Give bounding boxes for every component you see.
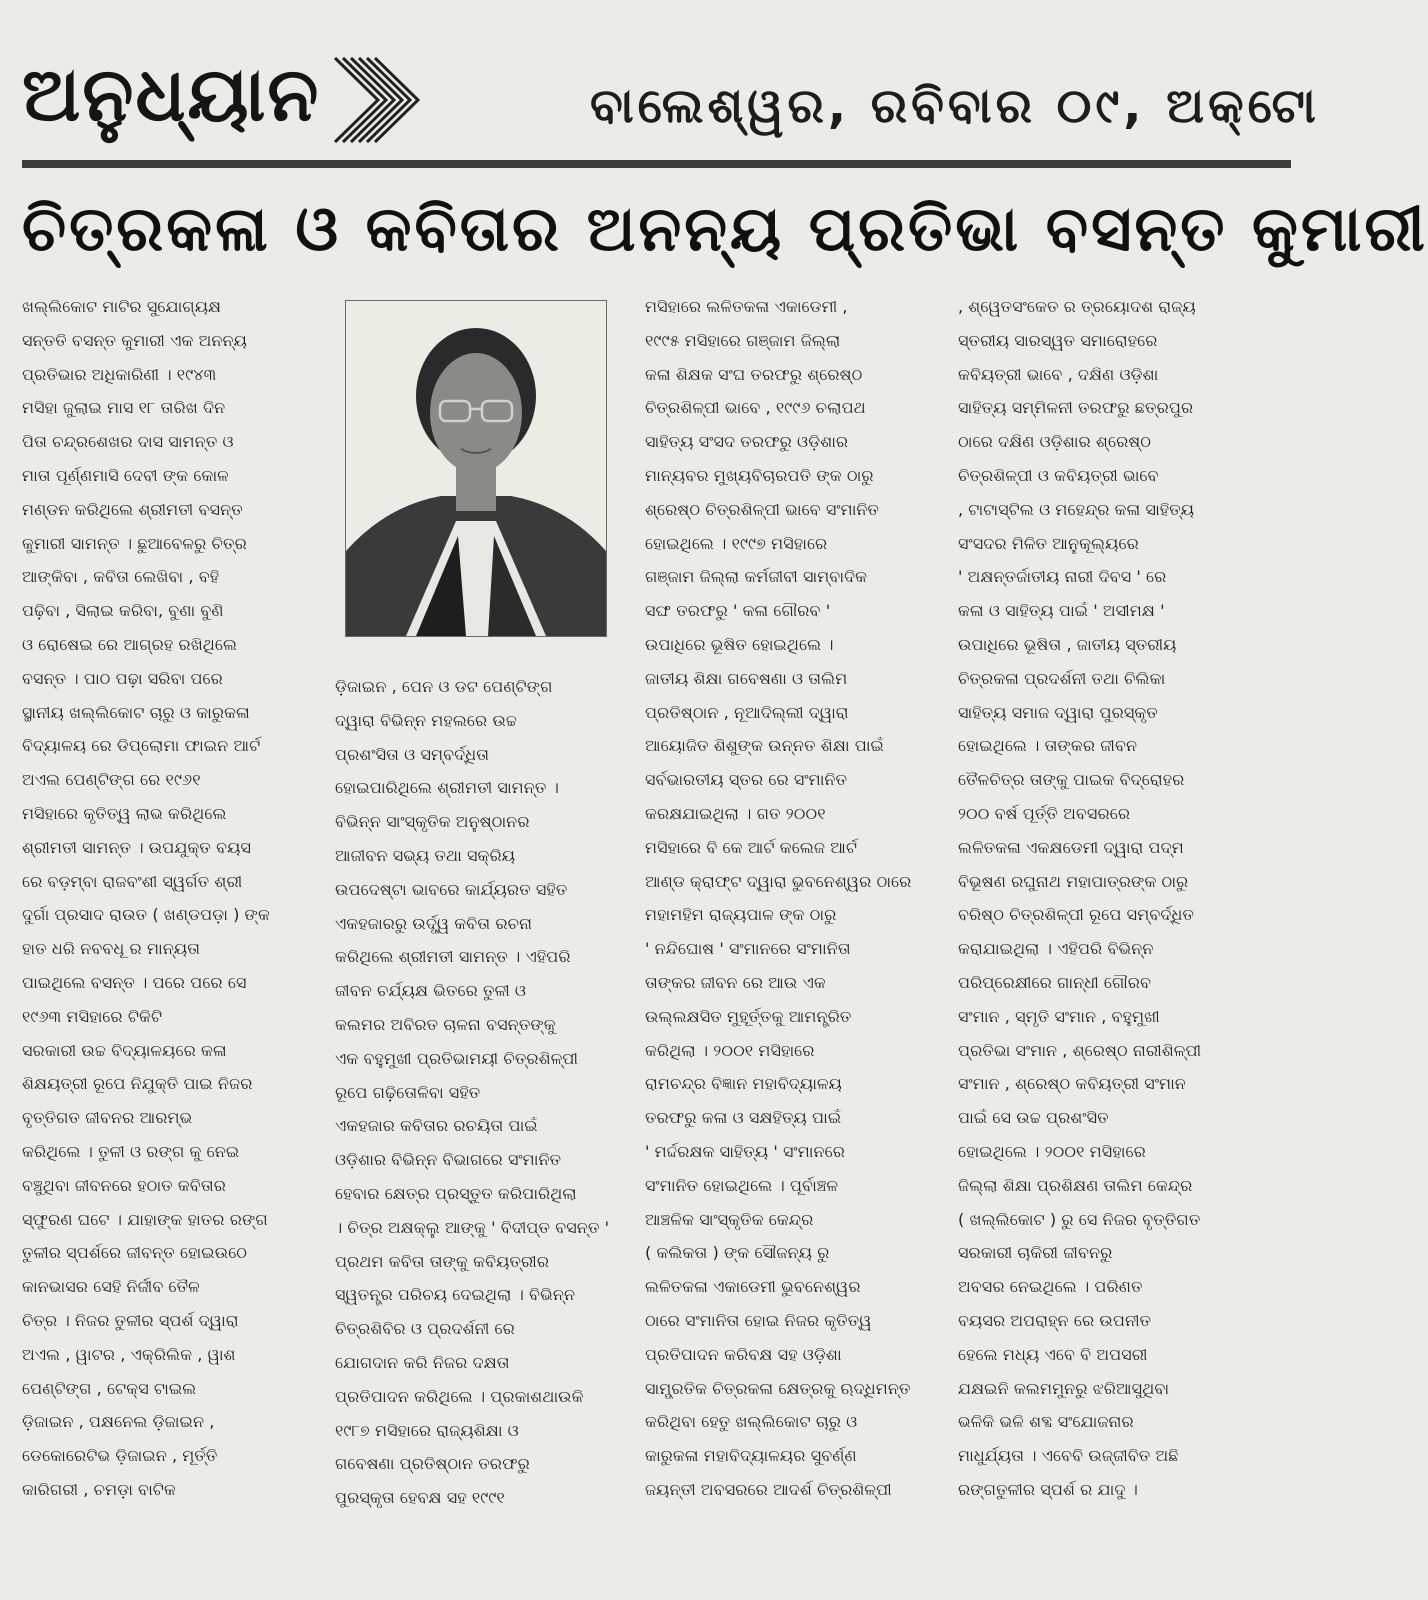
text-line: ଅଏଲ ପେଣ୍ଟିଙ୍ଗ ରେ ୧୯୬୧ [22,770,201,790]
text-line: କଲମର ଅବିରତ ଚାଳନା ବସନ୍ତଙ୍କୁ [335,1014,556,1034]
text-line: ଚିତ୍ରକଳା ପ୍ରଦର୍ଶନୀ ତଥା ଚିଲିକା [958,668,1166,688]
portrait-image [346,301,606,636]
text-line: ' ନନ୍ଦିଘୋଷ ' ସଂମାନରେ ସଂମାନିତା [645,939,851,959]
text-line: ବୃତ୍ତିଗତ ଜୀବନର ଆରମ୍ଭ [22,1108,193,1128]
header-rule [22,160,1291,168]
text-line: ଜୀବନ ଚର୍ଯ୍ୟକ୍ଷ ଭିତରେ ତୁଳୀ ଓ [335,981,527,1001]
text-line: ମାନ୍ୟବର ମୁଖ୍ୟବିଚାରପତି ଙ୍କ ଠାରୁ [645,465,874,485]
text-line: ଆଣ୍ଡ କ୍ରାଫ୍ଟ ଦ୍ୱାରା ଭୁବନେଶ୍ୱର ଠାରେ [645,871,912,891]
text-line: କଳା ଓ ସାହିତ୍ୟ ପାଇଁ ' ଅସୀମକ୍ଷ ' [958,601,1165,621]
text-line: ୧୯୮୭ ମସିହାରେ ରାଜ୍ୟଶିକ୍ଷା ଓ [335,1420,519,1440]
text-line: ଗବେଷଣା ପ୍ରତିଷ୍ଠାନ ତରଫରୁ [335,1454,530,1474]
text-line: କରିଥିଲେ । ତୁଳୀ ଓ ରଙ୍ଗ କୁ ନେଇ [22,1141,240,1161]
text-line: ଦ୍ୱାରା ବିଭିନ୍ନ ମହଲରେ ଉଚ୍ଚ [335,710,518,730]
text-line: ଗଞ୍ଜାମ ଜିଲ୍ଲା କର୍ମଜୀବୀ ସାମ୍ବାଦିକ [645,567,868,587]
text-line: ଠାରେ ଦକ୍ଷିଣ ଓଡ଼ିଶାର ଶ୍ରେଷ୍ଠ [958,432,1152,452]
text-line: , ଟାଟାସ୍ଟିଲ ଓ ମହେନ୍ଦ୍ର କଳା ସାହିତ୍ୟ [958,499,1195,519]
text-line: ସାହିତ୍ୟ ସଂସଦ ତରଫରୁ ଓଡ଼ିଶାର [645,432,849,452]
text-line: ସ୍ତରୀୟ ସାରସ୍ୱତ ସମାରୋହରେ [958,330,1158,350]
text-line: କରିଥିଲେ ଶ୍ରୀମତୀ ସାମନ୍ତ । ଏହିପରି [335,947,571,967]
text-line: ମସିହାରେ ଲଳିତକଳା ଏକାଡେମୀ , [645,297,848,316]
text-line: ମସିହାରେ ବି କେ ଆର୍ଟ କଲେଜ ଆର୍ଟ [645,837,858,857]
text-line: ମସିହାରେ କୃତିତ୍ୱ ଲାଭ କରିଥିଲେ [22,803,227,823]
text-line: ଠାରେ ସଂମାନିତା ହୋଇ ନିଜର କୃତିତ୍ୱ [645,1310,872,1330]
text-line: ସରକାରୀ ଚାକିରୀ ଜୀବନରୁ [958,1243,1113,1263]
text-line: ପେଣ୍ଟିଙ୍ଗ , ଟେକ୍ସ ଟାଇଲ [22,1378,197,1398]
text-line: ଦୁର୍ଗା ପ୍ରସାଦ ରାଉତ ( ଖଣ୍ଡପଡ଼ା ) ଙ୍କ [22,905,270,925]
text-line: ହୋଇପାରିଥିଲେ ଶ୍ରୀମତୀ ସାମନ୍ତ । [335,778,559,798]
text-line: ତୁଳୀର ସ୍ପର୍ଶରେ ଜୀବନ୍ତ ହୋଇଉଠେ [22,1243,248,1263]
text-line: ଖଲ୍ଲିକୋଟ ମାଟିର ସୁଯୋଗ୍ୟକ୍ଷ [22,297,222,316]
text-line: ( କଲିକତା ) ଙ୍କ ସୌଜନ୍ୟ ରୁ [645,1243,830,1263]
text-line: ଚିତ୍ର । ନିଜର ତୁଳୀର ସ୍ପର୍ଶ ଦ୍ୱାରା [22,1310,239,1330]
text-line: ଓ ରୋଷେଇ ରେ ଆଗ୍ରହ ରଖିଥିଲେ [22,634,238,654]
text-line: ସଂସଦର ମିଳିତ ଆନୁକୂଲ୍ୟରେ [958,533,1139,553]
text-line: ସ୍ୱତନ୍ତ୍ର ପରିଚୟ ଦେଇଥିଲା । ବିଭିନ୍ନ [335,1285,576,1305]
text-line: କରିଥିଲା । ୨୦୦୧ ମସିହାରେ [645,1040,815,1060]
text-line: ବଞ୍ଚୁଥିବା ଜୀବନରେ ହଠାତ କବିତାର [22,1175,226,1195]
text-line: ଆୟୋଜିତ ଶିଶୁଙ୍କ ଉନ୍ନତ ଶିକ୍ଷା ପାଇଁ [645,736,884,756]
text-line: ଜିଲ୍ଲା ଶିକ୍ଷା ପ୍ରଶିକ୍ଷଣ ତାଲିମ କେନ୍ଦ୍ର [958,1175,1193,1195]
text-line: ପାଇଁ ସେ ଉଚ୍ଚ ପ୍ରଶଂସିତ [958,1108,1109,1128]
text-line: ଉଲ୍ଲକ୍ଷସିତ ମୁହୂର୍ତ୍ତକୁ ଆମନ୍ତ୍ରିତ [645,1006,852,1026]
text-line: ଡେକୋରେଟିଭ ଡ଼ିଜାଇନ , ମୂର୍ତ୍ତି [22,1446,218,1466]
text-line: ଉପଦେଷ୍ଟା ଭାବରେ କାର୍ଯ୍ୟରତ ସହିତ [335,879,568,899]
text-line: କରିଥିବା ହେତୁ ଖଲ୍ଲିକୋଟ ଚାରୁ ଓ [645,1412,858,1432]
text-line: ବସନ୍ତ । ପାଠ ପଢ଼ା ସରିବା ପରେ [22,668,223,688]
text-line: ଏକ ବହୁମୁଖୀ ପ୍ରତିଭାମୟୀ ଚିତ୍ରଶିଳ୍ପୀ [335,1048,579,1068]
text-line: କରକ୍ଷଯାଇଥିଲା । ଗତ ୨୦୦୧ [645,803,826,823]
text-line: ପ୍ରତିଭା ସଂମାନ , ଶ୍ରେଷ୍ଠ ନାରୀଶିଳ୍ପୀ [958,1040,1202,1060]
text-line: ଅବସର ନେଇଥିଲେ । ପରିଣତ [958,1277,1143,1297]
text-line: ୨୦୦ ବର୍ଷ ପୂର୍ତ୍ତି ଅବସରରେ [958,803,1131,823]
text-line: ହୋଇଥିଲେ । ୨୦୦୧ ମସିହାରେ [958,1141,1146,1161]
text-line: ଅଏଲ , ୱାଟର , ଏକ୍ରିଲିକ , ୱାଶ [22,1344,236,1364]
text-line: ପ୍ରତିପାଦନ କରିବକ୍ଷ ସହ ଓଡ଼ିଶା [645,1344,842,1364]
masthead [0,0,1320,160]
text-line: ଏକହଜାର କବିତାର ରଚୟିତା ପାଇଁ [335,1116,538,1136]
dateline: ବାଲେଶ୍ୱର, ରବିବାର ୦୯, ଅକ୍ଟୋ [590,78,1320,134]
text-line: ସର୍ବଭାରତୀୟ ସ୍ତର ରେ ସଂମାନିତ [645,770,848,790]
text-line: ସଙ୍ଘ ତରଫରୁ ' କଳା ଗୌରବ ' [645,601,831,621]
text-line: କବିୟତ୍ରୀ ଭାବେ , ଦକ୍ଷିଣ ଓଡ଼ିଶା [958,364,1159,384]
article-headline: ଚିତ୍ରକଳା ଓ କବିତାର ଅନନ୍ୟ ପ୍ରତିଭା ବସନ୍ତ କୁମାରୀ [22,192,1428,265]
text-line: ୧୯୯୫ ମସିହାରେ ଗଞ୍ଜାମ ଜିଲ୍ଲା [645,330,841,350]
text-line: ଚିତ୍ରଶିବିର ଓ ପ୍ରଦର୍ଶନୀ ରେ [335,1319,515,1339]
portrait-photo [345,300,607,637]
article-column-2 [335,670,630,1515]
text-line: ଉପାଧିରେ ଭୂଷିତା , ଜାତୀୟ ସ୍ତରୀୟ [958,634,1177,654]
text-line: ପ୍ରତିଷ୍ଠାନ , ନୂଆଦିଲ୍ଲୀ ଦ୍ୱାରା [645,702,849,722]
text-line: ଓଡ଼ିଶାର ବିଭିନ୍ନ ବିଭାଗରେ ସଂମାନିତ [335,1150,562,1170]
text-line: ରୂପେ ଗଢ଼ିତୋଳିବା ସହିତ [335,1082,481,1102]
text-line: ମସିହା ଜୁଲାଇ ମାସ ୧୮ ତାରିଖ ଦିନ [22,398,226,418]
text-line: ହାତ ଧରି ନବବଧୂ ର ମାନ୍ୟତା [22,939,201,959]
text-line: ପୁରସ୍କୃତା ହେବକ୍ଷ ସହ ୧୯୯୧ [335,1488,505,1508]
text-line: ଆଙ୍କିବା , କବିତା ଲେଖିବା , ବହି [22,567,220,587]
text-line: କୁମାରୀ ସାମନ୍ତ । ଛୁଆବେଳରୁ ଚିତ୍ର [22,533,247,553]
text-line: ସାହିତ୍ୟ ସମ୍ମିଳନୀ ତରଫରୁ ଛତ୍ରପୁର [958,398,1194,418]
text-line: ବିଦ୍ୟାଳୟ ରେ ଡିପ୍ଲୋମା ଫାଇନ ଆର୍ଟ [22,736,261,756]
text-line: ଯକ୍ଷଇନି କଲମମୁନରୁ ଝରିଆସୁଥିବା [958,1378,1170,1398]
text-line: ମଣ୍ଡନ କରିଥିଲେ ଶ୍ରୀମତୀ ବସନ୍ତ [22,499,243,519]
text-line: ଉପାଧିରେ ଭୂଷିତ ହୋଇଥିଲେ । [645,634,834,654]
text-line: , ଶ୍ୱେତସଂକେତ ର ତ୍ରୟୋଦଶ ରାଜ୍ୟ [958,297,1196,316]
text-line: ଏକହଜାରରୁ ଉର୍ଦ୍ଧ୍ୱ କବିତା ରଚନା [335,913,533,933]
text-line: ( ଖଲ୍ଲିକୋଟ ) ରୁ ସେ ନିଜର ବୃତ୍ତିଗତ [958,1209,1201,1229]
text-line: ଲଳିତକଳା ଏକାଡେମୀ ଭୁବନେଶ୍ୱର [645,1277,861,1297]
text-line: ମହାମହିମ ରାଜ୍ୟପାଳ ଙ୍କ ଠାରୁ [645,905,837,925]
article-column-1 [22,290,318,1507]
text-line: ' ମର୍ଦ୍ଦରକ୍ଷକ ସାହିତ୍ୟ ' ସଂମାନରେ [645,1141,846,1161]
text-line: ହୋଇଥିଲେ । ତାଙ୍କର ଜୀବନ [958,736,1138,756]
text-line: ଡ଼ିଜାଇନ , ପେନ ଓ ଡଟ ପେଣ୍ଟିଙ୍ଗ [335,677,553,696]
text-line: ହୋଇଥିଲେ । ୧୯୯୭ ମସିହାରେ [645,533,828,553]
text-line: କାରିଗରୀ , ଚମଡ଼ା ବାଟିକ [22,1479,176,1499]
text-line: କାରୁକଳା ମହାବିଦ୍ୟାଳୟର ସୁବର୍ଣ୍ଣ [645,1446,857,1466]
text-line: ମାଧୁର୍ଯ୍ୟତା । ଏବେବି ଉଜ୍ଜୀବିତ ଅଛି [958,1446,1179,1466]
text-line: ଭଳିକି ଭଳି ଶବ୍ଦ ସଂଯୋଜନାର [958,1412,1134,1432]
text-line: ପରିପ୍ରେକ୍ଷୀରେ ଗାନ୍ଧୀ ଗୌରବ [958,972,1152,992]
text-line: । ଚିତ୍ର ଅକ୍ଷକ୍ଲୁ ଆଙ୍କୁ ' ବିଦୀପ୍ତ ବସନ୍ତ ' [335,1217,610,1237]
text-line: କଳା ଶିକ୍ଷକ ସଂଘ ତରଫରୁ ଶ୍ରେଷ୍ଠ [645,364,863,384]
text-line: ରେ ବଡ଼ମ୍ବା ରାଜବଂଶୀ ସ୍ୱର୍ଗତ ଶ୍ରୀ [22,871,243,891]
text-line: ଆଞ୍ଚଳିକ ସାଂସ୍କୃତିକ କେନ୍ଦ୍ର [645,1209,814,1229]
text-line: ପିତା ଚନ୍ଦ୍ରଶେଖର ଦାସ ସାମନ୍ତ ଓ [22,432,234,452]
text-line: କରାଯାଇଥିଲା । ଏହିପରି ବିଭିନ୍ନ [958,939,1154,959]
text-line: ତରଫରୁ କଳା ଓ ସକ୍ଷହିତ୍ୟ ପାଇଁ [645,1108,842,1128]
text-line: ସ୍ଫୁରଣ ଘଟେ । ଯାହାଙ୍କ ହାତର ରଙ୍ଗ [22,1209,268,1229]
section-name: ଅନୁଧ୍ୟାନ [22,52,321,138]
text-line: ଚିତ୍ରଶିଳ୍ପୀ ଭାବେ , ୧୯୯୬ ଚଲାପଥ [645,398,866,418]
text-line: ସାମ୍ପ୍ରତିକ ଚିତ୍ରକଳା କ୍ଷେତ୍ରକୁ ଋଦ୍ଧିମନ୍ତ [645,1378,911,1398]
text-line: ଚିତ୍ରଶିଳ୍ପୀ ଓ କବିୟତ୍ରୀ ଭାବେ [958,465,1159,485]
text-line: ପ୍ରତିଭାର ଅଧିକାରିଣୀ । ୧୯୪୩ [22,364,217,384]
text-line: ତାଙ୍କର ଜୀବନ ରେ ଆଉ ଏକ [645,972,826,992]
text-line: ସାହିତ୍ୟ ସମାଜ ଦ୍ୱାରା ପୁରସ୍କୃତ [958,702,1158,722]
text-line: ୧୯୬୩ ମସିହାରେ ଟିକିଟି [22,1006,163,1026]
text-line: ମାତା ପୂର୍ଣ୍ଣମାସି ଦେବୀ ଙ୍କ କୋଳ [22,465,229,485]
text-line: ସନ୍ତତି ବସନ୍ତ କୁମାରୀ ଏକ ଅନନ୍ୟ [22,330,247,350]
text-line: ପାଇଥିଲେ ବସନ୍ତ । ପରେ ପରେ ସେ [22,972,247,992]
text-line: କାନଭାସର ସେହି ନିର୍ଜୀବ ତୈଳ [22,1277,200,1297]
text-line: ସ୍ଥାନୀୟ ଖଲ୍ଲିକୋଟ ଚାରୁ ଓ କାରୁକଳା [22,702,250,722]
text-line: ଡ଼ିଜାଇନ , ପକ୍ଷନେଲ ଡ଼ିଜାଇନ , [22,1412,215,1432]
text-line: ବରିଷ୍ଠ ଚିତ୍ରଶିଳ୍ପୀ ରୂପେ ସମ୍ବର୍ଦ୍ଧିତ [958,905,1195,925]
text-line: ଶ୍ରୀମତୀ ସାମନ୍ତ । ଉପଯୁକ୍ତ ବୟସ [22,837,252,857]
text-line: ରଙ୍ଗତୁଳୀର ସ୍ପର୍ଶ ର ଯାଦୁ । [958,1479,1138,1499]
text-line: ପ୍ରଶଂସିତା ଓ ସମ୍ବର୍ଦ୍ଧିତା [335,744,490,764]
text-line: ଜାତୀୟ ଶିକ୍ଷା ଗବେଷଣା ଓ ତାଲିମ [645,668,848,688]
text-line: ହେବାର କ୍ଷେତ୍ର ପ୍ରସ୍ତୁତ କରିପାରିଥିଲା [335,1183,577,1203]
text-line: ପ୍ରଥମ କବିତା ତାଙ୍କୁ କବିୟତ୍ରୀର [335,1251,550,1271]
text-line: ରାମଚନ୍ଦ୍ର ବିଜ୍ଞାନ ମହାବିଦ୍ୟାଳୟ [645,1074,843,1094]
text-line: ଯୋଗଦାନ କରି ନିଜର ଦକ୍ଷତା [335,1352,510,1372]
article-column-4 [958,290,1256,1507]
article-column-3 [645,290,943,1507]
text-line: ସଂମାନିତ ହୋଇଥିଲେ । ପୂର୍ବାଞ୍ଚଳ [645,1175,839,1195]
text-line: ପ୍ରତିପାଦନ କରିଥିଲେ । ପ୍ରକାଶଥାଉକି [335,1386,584,1406]
text-line: ଆଜୀବନ ସଭ୍ୟ ତଥା ସକ୍ରିୟ [335,845,516,865]
text-line: ଶିକ୍ଷୟତ୍ରୀ ରୂପେ ନିଯୁକ୍ତି ପାଇ ନିଜର [22,1074,253,1094]
text-line: ସଂମାନ , ଶ୍ରେଷ୍ଠ କବିୟତ୍ରୀ ସଂମାନ [958,1074,1186,1094]
text-line: ' ଅକ୍ଷନ୍ତର୍ଜାତୀୟ ନାରୀ ଦିବସ ' ରେ [958,567,1167,587]
text-line: ତୈଳଚିତ୍ର ତାଙ୍କୁ ପାଇକ ବିଦ୍ରୋହର [958,770,1185,790]
text-line: ବିଭିନ୍ନ ସାଂସ୍କୃତିକ ଅନୁଷ୍ଠାନର [335,812,530,832]
text-line: ଜୟନ୍ତୀ ଅବସରରେ ଆଦର୍ଶ ଚିତ୍ରଶିଳ୍ପୀ [645,1479,892,1499]
text-line: ହେଲେ ମଧ୍ୟ ଏବେ ବି ଅପସରୀ [958,1344,1148,1364]
text-line: ସରକାରୀ ଉଚ୍ଚ ବିଦ୍ୟାଳୟରେ କଳା [22,1040,227,1060]
text-line: ଶ୍ରେଷ୍ଠ ଚିତ୍ରଶିଳ୍ପୀ ଭାବେ ସଂମାନିତ [645,499,880,519]
text-line: ବିଭୂଷଣ ରଘୁନାଥ ମହାପାତ୍ରଙ୍କ ଠାରୁ [958,871,1189,891]
text-line: ଲଳିତକଳା ଏକକ୍ଷଡେମୀ ଦ୍ୱାରା ପଦ୍ମ [958,837,1184,857]
chevron-arrows-icon [330,50,435,150]
text-line: ବୟସର ଅପରାହ୍ନ ରେ ଉପନୀତ [958,1310,1152,1330]
text-line: ପଢ଼ିବା , ସିଲାଇ କରିବା, ବୁଣା ବୁଣି [22,601,224,621]
text-line: ସଂମାନ , ସ୍ମୃତି ସଂମାନ , ବହୁମୁଖୀ [958,1006,1160,1026]
